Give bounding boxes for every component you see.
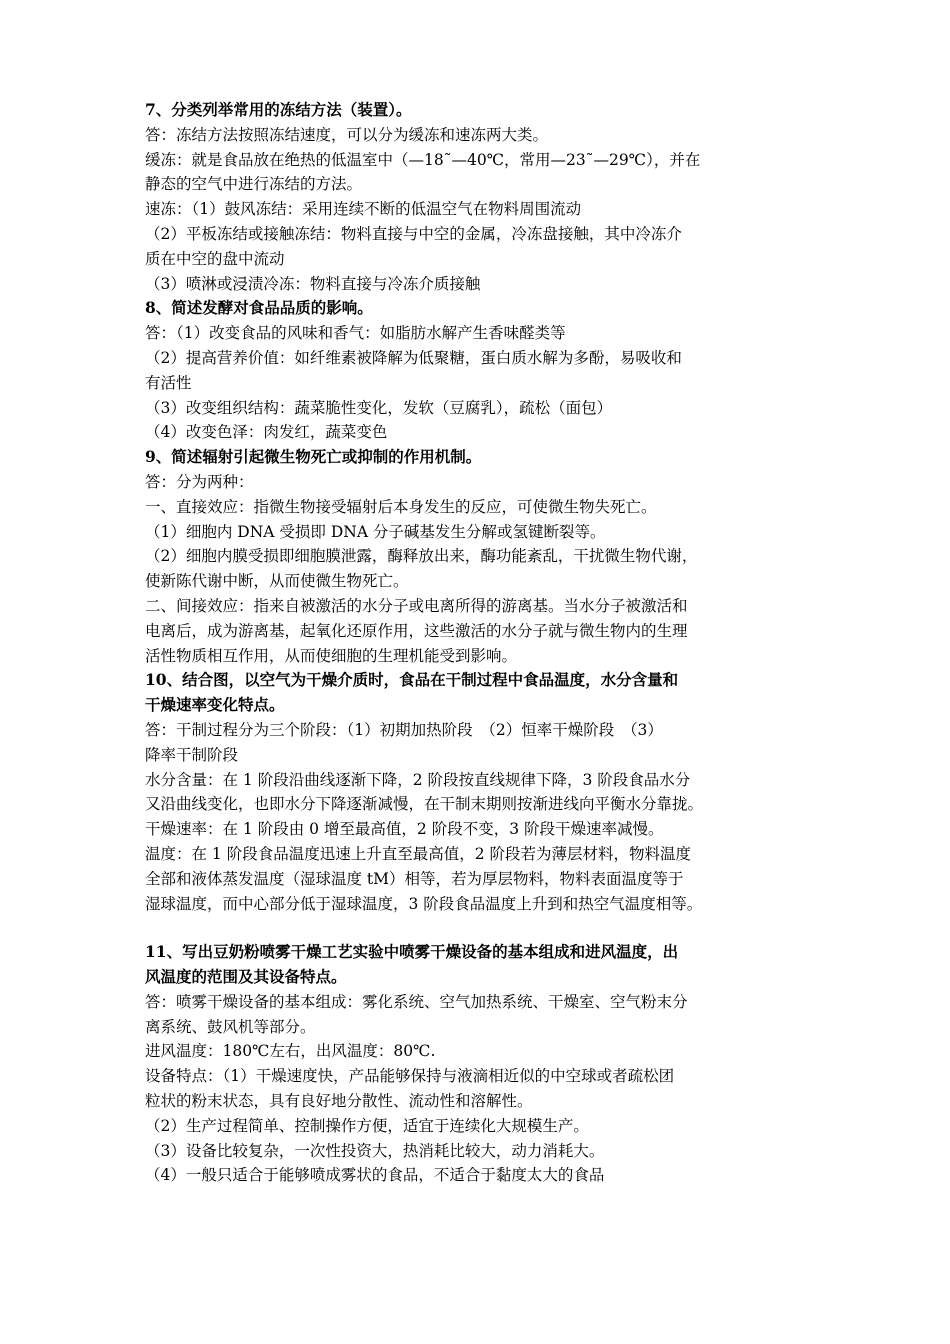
answer-line: 全部和液体蒸发温度（湿球温度 tM）相等，若为厚层物料，物料表面温度等于 xyxy=(145,869,684,888)
answer-line: 设备特点：（1）干燥速度快，产品能够保持与液滴相近似的中空球或者疏松团 xyxy=(145,1067,675,1086)
answer-line: （3）设备比较复杂，一次性投资大，热消耗比较大，动力消耗大。 xyxy=(145,1141,605,1160)
answer-line: 答：冻结方法按照冻结速度，可以分为缓冻和速冻两大类。 xyxy=(145,125,549,144)
answer-line: （1）细胞内 DNA 受损即 DNA 分子碱基发生分解或氢键断裂等。 xyxy=(145,522,606,541)
answer-line: 离系统、鼓风机等部分。 xyxy=(145,1017,316,1036)
question-heading-line: 10、结合图，以空气为干燥介质时，食品在干制过程中食品温度，水分含量和 xyxy=(145,670,679,690)
answer-line: 质在中空的盘中流动 xyxy=(145,249,285,268)
answer-line: 电离后，成为游离基，起氧化还原作用，这些激活的水分子就与微生物内的生理 xyxy=(145,621,688,640)
answer-line: 缓冻：就是食品放在绝热的低温室中（—18˜—40℃，常用—23˜—29℃），并在 xyxy=(145,150,701,169)
answer-line: 答：（1）改变食品的风味和香气：如脂肪水解产生香味醛类等 xyxy=(145,324,566,343)
qa-section xyxy=(145,668,813,916)
answer-line: （2）平板冻结或接触冻结：物料直接与中空的金属，冷冻盘接触，其中冷冻介 xyxy=(145,224,682,243)
answer-line: 活性物质相互作用，从而使细胞的生理机能受到影响。 xyxy=(145,646,518,665)
qa-section xyxy=(145,445,813,668)
question-heading-line: 9、简述辐射引起微生物死亡或抑制的作用机制。 xyxy=(145,447,482,467)
answer-line: 有活性 xyxy=(145,373,192,392)
answer-line: 粒状的粉末状态，具有良好地分散性、流动性和溶解性。 xyxy=(145,1092,533,1111)
answer-line: 静态的空气中进行冻结的方法。 xyxy=(145,175,363,194)
answer-line: 速冻：（1）鼓风冻结：采用连续不断的低温空气在物料周围流动 xyxy=(145,200,582,219)
qa-section xyxy=(145,98,813,296)
question-heading-line: 11、写出豆奶粉喷雾干燥工艺实验中喷雾干燥设备的基本组成和进风温度，出 xyxy=(145,942,679,962)
answer-line: 降率干制阶段 xyxy=(145,745,239,764)
answer-line: 又沿曲线变化，也即水分下降逐渐减慢，在干制末期则按渐进线向平衡水分靠拢。 xyxy=(145,795,704,814)
answer-line: （4）一般只适合于能够喷成雾状的食品，不适合于黏度太大的食品 xyxy=(145,1166,605,1185)
answer-line: 答：干制过程分为三个阶段：（1）初期加热阶段 （2）恒率干燥阶段 （3） xyxy=(145,720,663,739)
answer-line: 进风温度：180℃左右，出风温度：80℃. xyxy=(145,1042,436,1061)
qa-section xyxy=(145,296,813,445)
question-heading-line: 8、简述发酵对食品品质的影响。 xyxy=(145,298,373,318)
section-spacer xyxy=(145,916,813,940)
answer-line: （3）改变组织结构：蔬菜脆性变化，发软（豆腐乳），疏松（面包） xyxy=(145,398,613,417)
answer-line: 二、间接效应：指来自被激活的水分子或电离所得的游离基。当水分子被激活和 xyxy=(145,596,688,615)
answer-line: 答：喷雾干燥设备的基本组成：雾化系统、空气加热系统、干燥室、空气粉末分 xyxy=(145,992,688,1011)
answer-line: 使新陈代谢中断，从而使微生物死亡。 xyxy=(145,572,409,591)
document-page xyxy=(145,98,813,1188)
question-heading-line: 干燥速率变化特点。 xyxy=(145,695,285,715)
answer-line: （2）提高营养价值：如纤维素被降解为低聚糖，蛋白质水解为多酚，易吸收和 xyxy=(145,348,682,367)
answer-line: （2）细胞内膜受损即细胞膜泄露，酶释放出来，酶功能紊乱，干扰微生物代谢， xyxy=(145,547,698,566)
question-heading-line: 7、分类列举常用的冻结方法（装置）。 xyxy=(145,100,412,119)
answer-line: 湿球温度，而中心部分低于湿球温度，3 阶段食品温度上升到和热空气温度相等。 xyxy=(145,894,703,913)
question-heading-line: 风温度的范围及其设备特点。 xyxy=(145,967,347,987)
qa-section xyxy=(145,940,813,1188)
answer-line: 干燥速率：在 1 阶段由 0 增至最高值，2 阶段不变，3 阶段干燥速率减慢。 xyxy=(145,820,664,839)
answer-line: 温度：在 1 阶段食品温度迅速上升直至最高值，2 阶段若为薄层材料，物料温度 xyxy=(145,844,692,863)
answer-line: （2）生产过程简单、控制操作方便，适宜于连续化大规模生产。 xyxy=(145,1116,589,1135)
answer-line: 一、直接效应：指微生物接受辐射后本身发生的反应，可使微生物失死亡。 xyxy=(145,497,657,516)
answer-line: （3）喷淋或浸渍冷冻：物料直接与冷冻介质接触 xyxy=(145,274,481,293)
answer-line: 水分含量：在 1 阶段沿曲线逐渐下降，2 阶段按直线规律下降，3 阶段食品水分 xyxy=(145,770,691,789)
answer-line: 答：分为两种： xyxy=(145,472,254,491)
answer-line: （4）改变色泽：肉发红，蔬菜变色 xyxy=(145,423,388,442)
